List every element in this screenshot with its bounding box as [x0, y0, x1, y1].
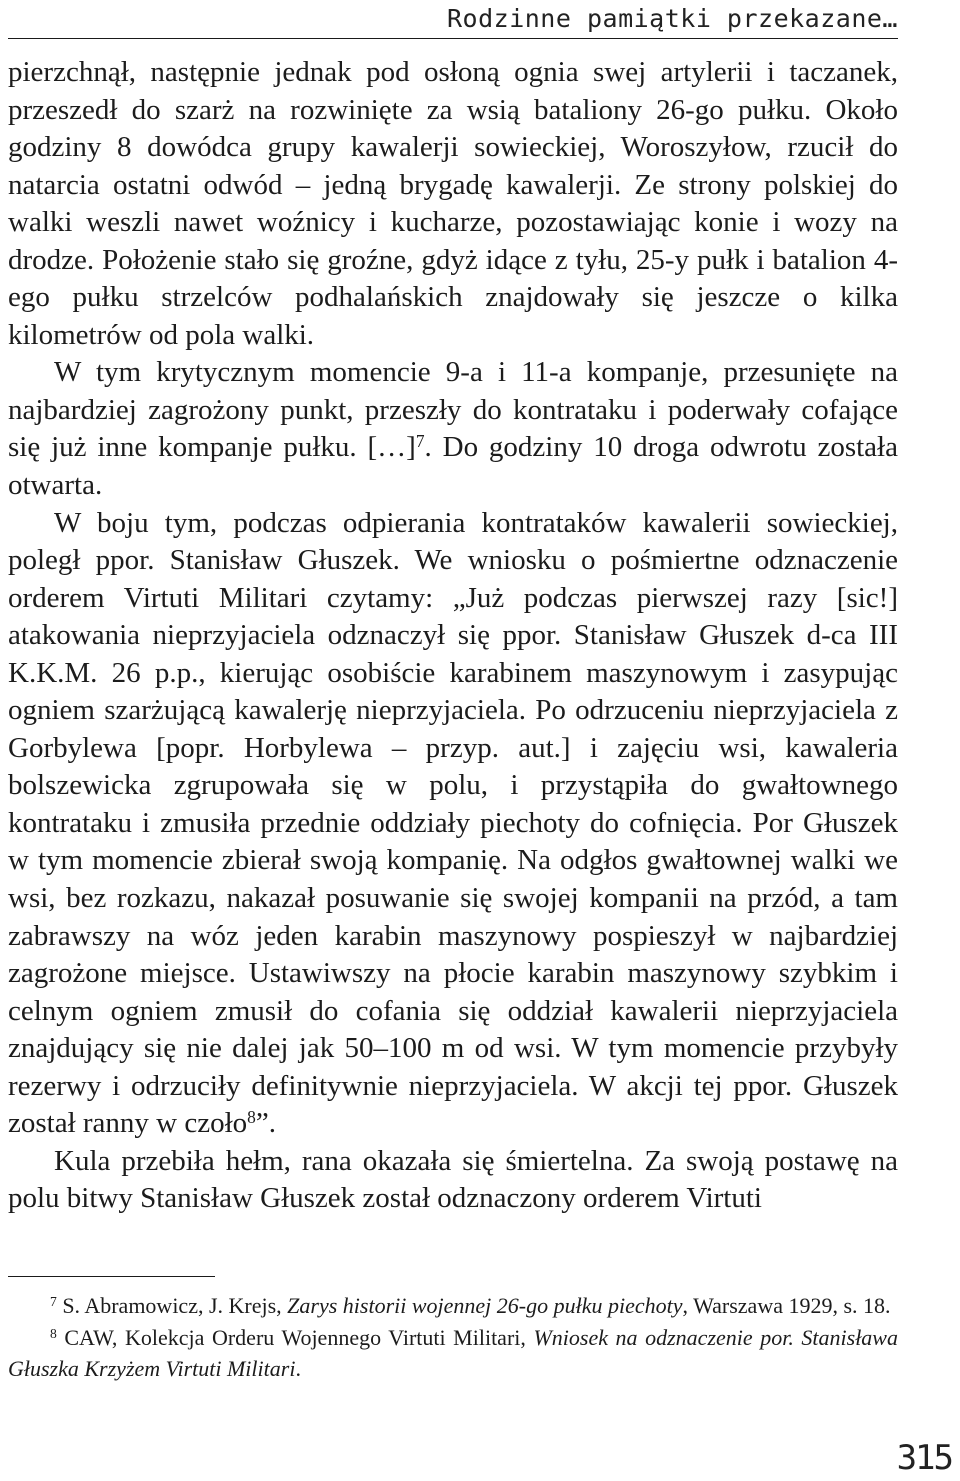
- text-run: , Warszawa 1929, s. 18.: [682, 1293, 891, 1318]
- text-run: ”.: [255, 1107, 276, 1140]
- footnotes: [8, 1290, 898, 1385]
- text-run: S. Abramowicz, J. Krejs,: [56, 1293, 288, 1318]
- footnote-rule: [8, 1276, 215, 1277]
- header-rule: [8, 38, 898, 39]
- footnote: [8, 1322, 898, 1384]
- text-run: W boju tym, podczas odpierania kontrataków kawalerii sowieckiej, poległ ppor. Stanisław Głuszek. We wniosku o pośmiertne odznaczenie orderem Virtuti Militari czytamy: „Już podczas pierwszej razy [sic!] atakowania nieprzyjaciela odznaczył się ppor. Stanisław Głuszek d-ca III K.K.M. 26 p.p., kierując osobiście karabinem maszynowym i zasypując ogniem szarżującą kawalerję nieprzyjaciela. Po odrzuceniu nieprzyjaciela z Gorbylewa [popr. Horbylewa – przyp. aut.] i zajęciu wsi, kawaleria bolszewicka zgrupowała się w polu, i przystąpiła do gwałtownego kontrataku i zmusiła przednie oddziały piechoty do cofnięcia. Por Głuszek w tym momencie zbierał swoją kompanię. Na odgłos gwałtownej walki we wsi, bez rozkazu, nakazał posuwanie się swojej kompanii na przód, a tam zabrawszy na wóz jeden karabin maszynowy pospieszył w najbardziej zagrożone miejsce. Ustawiwszy na płocie karabin maszynowy szybkim i celnym ogniem zmusił do cofania się oddział kawalerii nieprzyjaciela znajdujący się nie dalej jak 50–100 m od wsi. W tym momencie przybyły rezerwy i odrzuciły definitywnie nieprzyjaciela. W akcji tej ppor. Głuszek został ranny w czoło: [8, 506, 898, 1140]
- text-run: pierzchnął, następnie jednak pod osłoną ognia swej artylerii i taczanek, przeszedł do szarż na rozwinięte za wsią bataliony 26-go pułku. Około godziny 8 dowódca grupy kawalerji sowieckiej, Woroszyłow, rzucił do natarcia ostatni odwód – jedną brygadę kawalerji. Ze strony polskiej do walki weszli nawet woźnicy i kucharze, pozostawiając konie i wozy na drodze. Położenie stało się groźne, gdyż idące z tyłu, 25-y pułk i batalion 4-ego pułku strzelców podhalańskich znajdowały się jeszcze o kilka kilometrów od pola walki.: [8, 56, 898, 351]
- body-text: [8, 54, 898, 1218]
- paragraph: [8, 505, 898, 1143]
- footnote-ref: 7: [50, 1293, 57, 1309]
- text-run: CAW, Kolekcja Orderu Wojennego Virtuti Militari,: [56, 1325, 534, 1350]
- page-number: 315: [896, 1438, 952, 1478]
- paragraph: [8, 54, 898, 354]
- paragraph: [8, 1143, 898, 1218]
- footnote-ref: 7: [415, 430, 425, 451]
- footnote-ref: 8: [50, 1325, 57, 1341]
- italic-title: Wniosek na odznaczenie por. Stanisława Głuszka Krzyżem Virtuti Militari: [8, 1325, 898, 1381]
- italic-title: Zarys historii wojennej 26-go pułku piechoty: [287, 1293, 683, 1318]
- text-run: Kula przebiła hełm, rana okazała się śmiertelna. Za swoją postawę na polu bitwy Stanisław Głuszek został odznaczony orderem Virtuti: [8, 1144, 898, 1215]
- text-run: .: [295, 1356, 301, 1381]
- text-run: . Do godziny 10 droga odwrotu została otwarta.: [8, 431, 898, 502]
- paragraph: [8, 354, 898, 504]
- footnote-ref: 8: [247, 1106, 256, 1127]
- footnote: [8, 1290, 898, 1321]
- text-run: W tym krytycznym momencie 9-a i 11-a kompanje, przesunięte na najbardziej zagrożony punkt, przeszły do kontrataku i poderwały cofające się już inne kompanje pułku. […]: [8, 356, 898, 464]
- running-head: Rodzinne pamiątki przekazane…: [447, 4, 898, 33]
